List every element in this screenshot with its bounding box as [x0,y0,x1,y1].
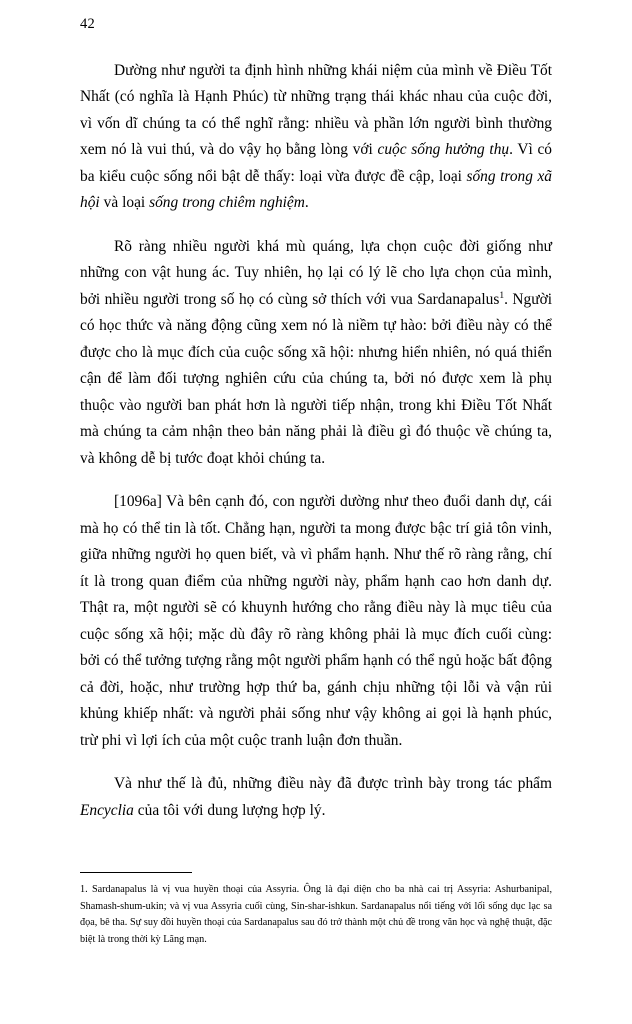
footnote-marker: 1 [499,290,505,301]
body-run: [1096a] Và bên cạnh đó, con người dường như theo đuổi danh dự, cái mà họ có thể tin là tốt. Chẳng hạn, người ta mong được bậc trí giả tôn vinh, giữa những người họ quen biết, và vì phẩm hạnh. Như thế rõ ràng rằng, chí ít là trong quan điểm của những người này, phẩm hạnh cao hơn danh dự. Thật ra, một người sẽ có khuynh hướng cho rằng điều này là mục tiêu của cuộc sống xã hội; mặc dù đây rõ ràng không phải là mục đích cuối cùng: bởi có thể tưởng tượng rằng một người phẩm hạnh có thể ngủ hoặc bất động cả đời, hoặc, như trường hợp thứ ba, gánh chịu những tội lỗi và vận rủi khủng khiếp nhất: và người phải sống như vậy không ai gọi là hạnh phúc, trừ phi vì lợi ích của một cuộc tranh luận đơn thuần. [80,493,552,749]
footnote-text: 1. Sardanapalus là vị vua huyền thoại của Assyria. Ông là đại diện cho ba nhà cai trị Assyria: Ashurbanipal, Shamash-shum-ukin; và vị vua Assyria cuối cùng, Sin-shar-ishkun. Sardanapalus nổi tiếng với lối sống dục lạc sa đọa, bê tha. Sự suy đồi huyền thoại của Sardanapalus sau đó trở thành một chủ đề trong văn học và nghệ thuật, đặc biệt là trong thời kỳ Lãng mạn. [80,884,552,945]
paragraph-1 [80,58,552,217]
page-number: 42 [80,16,95,32]
body-run: của tôi với dung lượng hợp lý. [133,801,326,819]
footnote-separator [80,872,192,873]
emphasis-text: Encyclia [80,801,134,819]
footnote-block [80,872,552,948]
body-run: Dường như người ta định hình những khái niệm của mình về Điều Tốt Nhất (có nghĩa là Hạnh Phúc) từ những trạng thái khác nhau của cuộc đời, vì vốn dĩ chúng ta có thể nghĩ rằng: nhiều và phần lớn người bình thường xem nó là vui thú, và do vậy họ bằng lòng với [80,62,552,159]
emphasis-text: sống trong chiêm nghiệm [149,194,305,212]
body-run: . Vì có ba kiểu cuộc sống nổi bật dễ thấy: loại vừa được đề cập, loại [80,141,552,185]
body-run: và loại [99,194,150,212]
body-run: . Người có học thức và năng động cũng xem nó là niềm tự hào: bởi điều này có thể được cho là mục đích của cuộc sống xã hội: nhưng hiển nhiên, nó quá thiển cận để làm đối tượng nghiên cứu của chúng ta, bởi nó được xem là phụ thuộc vào người ban phát hơn là người tiếp nhận, trong khi Điều Tốt Nhất mà chúng ta cảm nhận theo bản năng phải là điều gì đó thuộc về chúng ta, và không dễ bị tước đoạt khỏi chúng ta. [80,290,552,467]
paragraph-3 [80,489,552,754]
body-run: Và như thế là đủ, những điều này đã được trình bày trong tác phẩm [114,775,552,793]
body-run: . [304,194,309,212]
body-run: Rõ ràng nhiều người khá mù quáng, lựa chọn cuộc đời giống như những con vật hung ác. Tuy nhiên, họ lại có lý lẽ cho lựa chọn của mình, bởi nhiều người trong số họ có cùng sở thích với vua Sardanapalus [80,237,552,308]
body-text [80,58,552,824]
emphasis-text: sống trong xã hội [80,167,552,212]
paragraph-4 [80,771,552,824]
paragraph-2 [80,234,552,472]
emphasis-text: cuộc sống hưởng thụ [377,141,510,159]
